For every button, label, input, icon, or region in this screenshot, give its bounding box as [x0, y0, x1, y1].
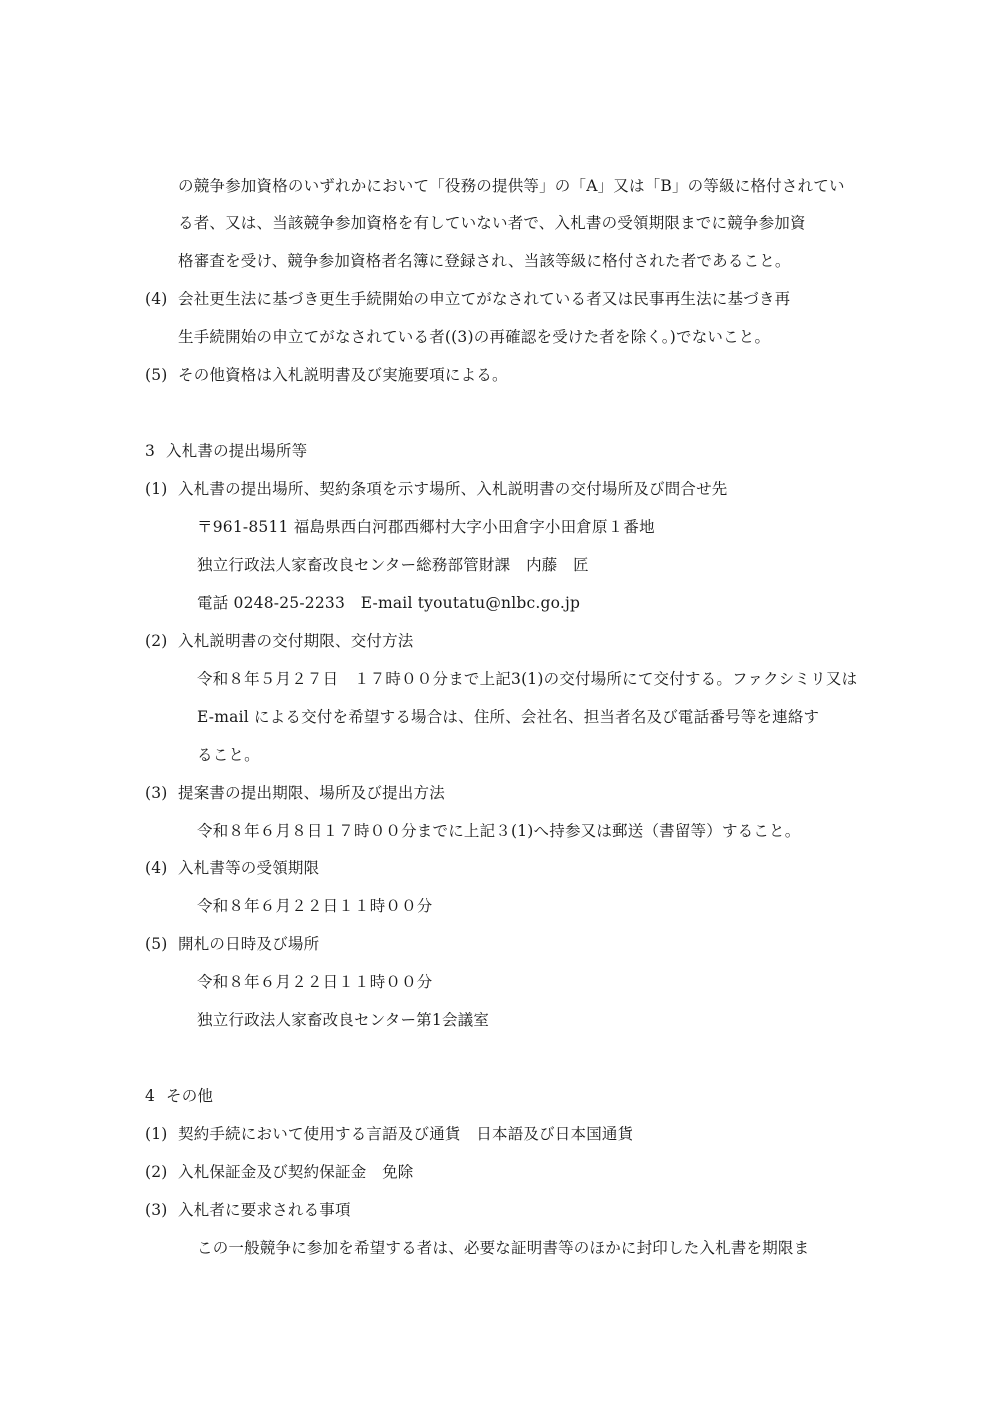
s3-item2-line-3: ること。 [197, 746, 260, 764]
s3-item1-text: 入札書の提出場所、契約条項を示す場所、入札説明書の交付場所及び問合せ先 [178, 480, 728, 498]
s4-item2-text: 入札保証金及び契約保証金 免除 [178, 1163, 414, 1181]
s3-item4-detail: 令和８年６月２２日１１時００分 [197, 897, 433, 915]
s4-item3-number: (3) [145, 1201, 168, 1219]
s3-item2-number: (2) [145, 632, 168, 650]
continuation-line-3: 格審査を受け、競争参加資格者名簿に登録され、当該等級に格付された者であること。 [178, 252, 791, 270]
s4-item2-number: (2) [145, 1163, 168, 1181]
section3-title: 入札書の提出場所等 [166, 442, 308, 460]
s3-item5-number: (5) [145, 935, 168, 953]
s4-item3-text: 入札者に要求される事項 [178, 1201, 351, 1219]
s3-item1-contact: 電話 0248-25-2233 E-mail tyoutatu@nlbc.go.jp [197, 594, 581, 612]
continuation-line-1: の競争参加資格のいずれかにおいて「役務の提供等」の「A」又は「B」の等級に格付されてい [178, 177, 845, 195]
s3-item3-text: 提案書の提出期限、場所及び提出方法 [178, 784, 445, 802]
s3-item3-number: (3) [145, 784, 168, 802]
item4-line-1: 会社更生法に基づき更生手続開始の申立てがなされている者又は民事再生法に基づき再 [178, 290, 791, 308]
s4-item1-number: (1) [145, 1125, 168, 1143]
s3-item1-address: 〒961-8511 福島県西白河郡西郷村大字小田倉字小田倉原１番地 [197, 518, 655, 536]
s3-item5-place: 独立行政法人家畜改良センター第1会議室 [197, 1011, 490, 1029]
s3-item1-number: (1) [145, 480, 168, 498]
section4-number: 4 [145, 1087, 156, 1105]
s3-item2-text: 入札説明書の交付期限、交付方法 [178, 632, 414, 650]
section3-number: 3 [145, 442, 156, 460]
item5-number: (5) [145, 366, 168, 384]
item4-line-2: 生手続開始の申立てがなされている者((3)の再確認を受けた者を除く。)でないこと。 [178, 328, 771, 346]
s3-item5-detail: 令和８年６月２２日１１時００分 [197, 973, 433, 991]
s4-item3-detail: この一般競争に参加を希望する者は、必要な証明書等のほかに封印した入札書を期限ま [197, 1239, 810, 1257]
s3-item3-detail: 令和８年６月８日１７時００分までに上記３(1)へ持参又は郵送（書留等）すること。 [197, 822, 801, 840]
s3-item2-line-2: E-mail による交付を希望する場合は、住所、会社名、担当者名及び電話番号等を連絡す [197, 708, 820, 726]
s3-item1-org: 独立行政法人家畜改良センター総務部管財課 内藤 匠 [197, 556, 589, 574]
s3-item2-line-1: 令和８年５月２７日 １７時００分まで上記3(1)の交付場所にて交付する。ファクシミリ又は [197, 670, 858, 688]
s3-item5-text: 開札の日時及び場所 [178, 935, 320, 953]
item4-number: (4) [145, 290, 168, 308]
s4-item1-text: 契約手続において使用する言語及び通貨 日本語及び日本国通貨 [178, 1125, 634, 1143]
s3-item4-number: (4) [145, 859, 168, 877]
section4-title: その他 [166, 1087, 214, 1105]
s3-item4-text: 入札書等の受領期限 [178, 859, 320, 877]
continuation-line-2: る者、又は、当該競争参加資格を有していない者で、入札書の受領期限までに競争参加資 [178, 214, 806, 232]
item5-text: その他資格は入札説明書及び実施要項による。 [178, 366, 508, 384]
